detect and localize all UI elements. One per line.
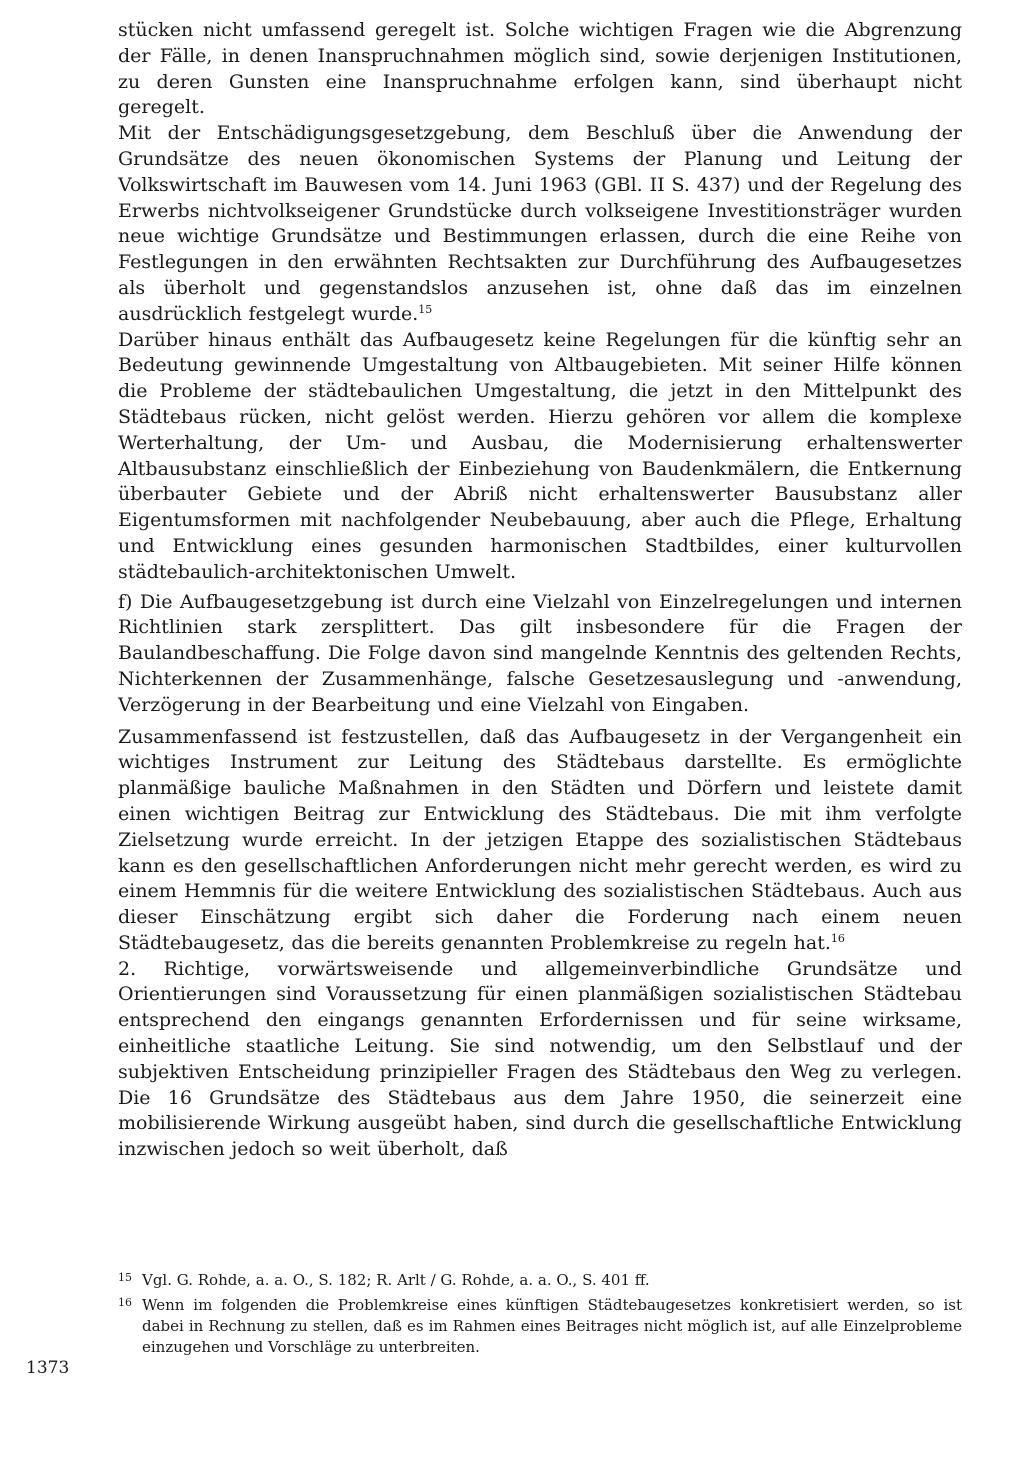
paragraph-1-text: stücken nicht umfassend geregelt ist. Solche wichtigen Fragen wie die Abgrenzung der Fälle, in denen Inanspruchnahmen möglich sind, sowie derjenigen Institutionen, zu deren Gunsten eine Inanspruchnahme erfolgen kann, sind überhaupt nicht geregelt. <box>118 19 962 119</box>
paragraph-3-text: Darüber hinaus enthält das Aufbaugesetz keine Regelungen für die künftig sehr an Bedeutung gewinnende Umgestaltung von Altbaugebieten. Mit seiner Hilfe können die Probleme der städtebaulichen Umgestaltung, die jetzt in den Mittelpunkt des Städtebaus rücken, nicht gelöst werden. Hierzu gehören vor allem die komplexe Werterhaltung, der Um- und Ausbau, die Modernisierung erhaltenswerter Altbausubstanz einschließlich der Einbeziehung von Baudenkmälern, die Entkernung überbauter Gebiete und der Abriß nicht erhaltenswerter Bausubstanz aller Eigentumsformen mit nachfolgender Neubebauung, aber auch die Pflege, Erhaltung und Entwicklung eines gesunden harmonischen Stadtbildes, einer kulturvollen städtebaulich-architektonischen Umwelt. <box>118 328 962 583</box>
page-number: 1373 <box>26 1358 70 1378</box>
footnote-text: Wenn im folgenden die Problemkreise eines künftigen Städtebaugesetzes konkretisiert werden, so ist dabei in Rechnung zu stellen, daß es im Rahmen eines Beitrages nicht möglich ist, auf alle Einzelprobleme einzugehen und Vorschläge zu unterbreiten. <box>142 1296 962 1356</box>
footnote-text: Vgl. G. Rohde, a. a. O., S. 182; R. Arlt / G. Rohde, a. a. O., S. 401 ff. <box>142 1271 650 1289</box>
footnote-16 <box>118 1295 962 1358</box>
paragraph-2 <box>118 121 962 327</box>
footnote-number: 16 <box>118 1296 132 1309</box>
paragraph-1 <box>118 18 962 121</box>
body-text <box>118 18 962 1163</box>
footnote-ref-16[interactable]: 16 <box>830 931 845 945</box>
paragraph-6 <box>118 957 962 1163</box>
paragraph-6-text: 2. Richtige, vorwärtsweisende und allgemeinverbindliche Grundsätze und Orientierungen sind Voraussetzung für einen planmäßigen sozialistischen Städtebau entsprechend den eingangs genannten Erfordernissen und für seine wirksame, einheitliche staatliche Leitung. Sie sind notwendig, um den Selbstlauf und der subjektiven Entscheidung prinzipieller Fragen des Städtebaus den Weg zu verlegen. Die 16 Grundsätze des Städtebaus aus dem Jahre 1950, die seinerzeit eine mobilisierende Wirkung ausgeübt haben, sind durch die gesellschaftliche Entwicklung inzwischen jedoch so weit überholt, daß <box>118 957 962 1161</box>
paragraph-2-text: Mit der Entschädigungsgesetzgebung, dem Beschluß über die Anwendung der Grundsätze des neuen ökonomischen Systems der Planung und Leitung der Volkswirtschaft im Bauwesen vom 14. Juni 1963 (GBl. II S. 437) und der Regelung des Erwerbs nichtvolkseigener Grundstücke durch volkseigene Investitionsträger wurden neue wichtige Grundsätze und Bestimmungen erlassen, durch die eine Reihe von Festlegungen in den erwähnten Rechtsakten zur Durchführung des Aufbaugesetzes als überholt und gegenstandslos anzusehen ist, ohne daß das im einzelnen ausdrücklich festgelegt wurde. <box>118 122 962 325</box>
footnote-ref-15[interactable]: 15 <box>418 302 433 316</box>
footnote-15 <box>118 1270 962 1291</box>
paragraph-5-text: Zusammenfassend ist festzustellen, daß das Aufbaugesetz in der Vergangenheit ein wichtiges Instrument zur Leitung des Städtebaus darstellte. Es ermöglichte planmäßige bauliche Maßnahmen in den Städten und Dörfern und leistete damit einen wichtigen Beitrag zur Entwicklung des Städtebaus. Die mit ihm verfolgte Zielsetzung wurde erreicht. In der jetzigen Etappe des sozialistischen Städtebaus kann es den gesellschaftlichen Anforderungen nicht mehr gerecht werden, es wird zu einem Hemmnis für die weitere Entwicklung des sozialistischen Städtebaus. Auch aus dieser Einschätzung ergibt sich daher die Forderung nach einem neuen Städtebaugesetz, das die bereits genannten Problemkreise zu regeln hat. <box>118 725 962 954</box>
paragraph-5 <box>118 725 962 957</box>
paragraph-4-text: f) Die Aufbaugesetzgebung ist durch eine Vielzahl von Einzelregelungen und internen Richtlinien stark zersplittert. Das gilt insbesondere für die Fragen der Baulandbeschaffung. Die Folge davon sind mangelnde Kenntnis des geltenden Rechts, Nichterkennen der Zusammenhänge, falsche Gesetzesauslegung und -anwendung, Verzögerung in der Bearbeitung und eine Vielzahl von Eingaben. <box>118 590 962 716</box>
paragraph-4 <box>118 590 962 719</box>
footnotes <box>118 1270 962 1362</box>
footnote-number: 15 <box>118 1271 132 1284</box>
paragraph-3 <box>118 328 962 586</box>
